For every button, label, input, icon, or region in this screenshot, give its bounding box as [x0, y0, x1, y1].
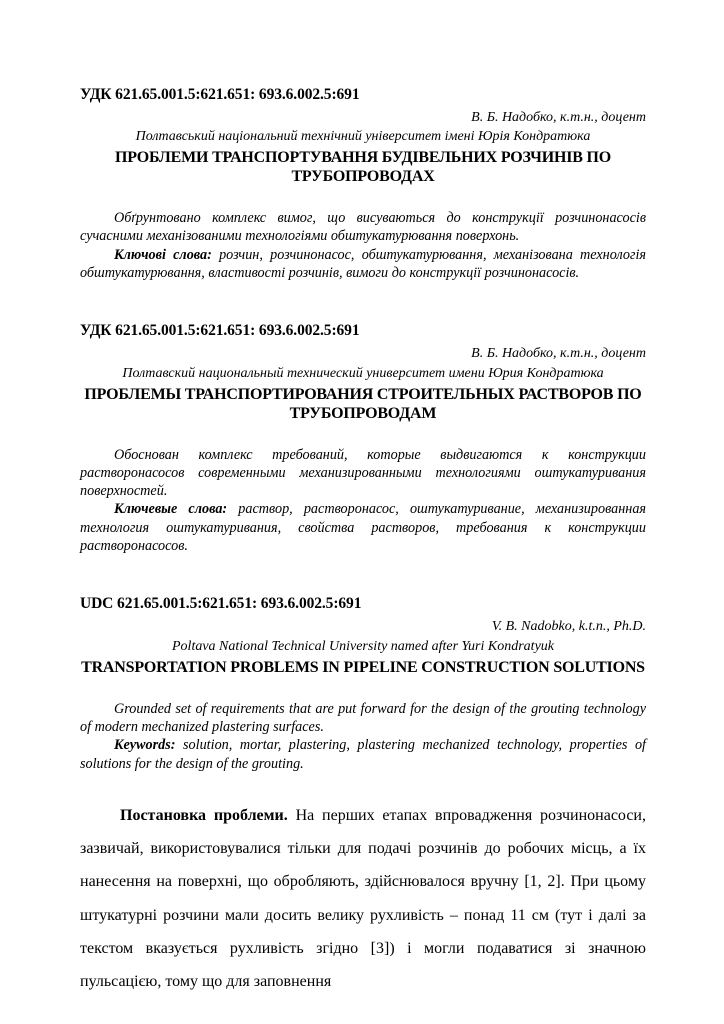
author-line-ukrainian: В. Б. Надобко, к.т.н., доцент — [471, 109, 646, 125]
affiliation-ukrainian: Полтавський національний технічний університет імені Юрія Кондратюка — [135, 129, 591, 145]
section-divider-2 — [80, 555, 646, 595]
affiliation-russian: Полтавский национальный технический университет имени Юрия Кондратюка — [122, 365, 604, 381]
section-russian — [80, 322, 646, 555]
abstract-russian: Обоснован комплекс требований, которые выдвигаются к конструкции растворонасосов современными механизированными технологиями оштукатуривания поверхностей. — [80, 446, 646, 500]
section-divider-1 — [80, 282, 646, 322]
udc-code-ukrainian: УДК 621.65.001.5:621.651: 693.6.002.5:691 — [80, 86, 360, 103]
udc-code-russian: УДК 621.65.001.5:621.651: 693.6.002.5:691 — [80, 322, 360, 340]
keywords-label-english: Keywords: — [114, 737, 176, 754]
udc-code-english: UDC 621.65.001.5:621.651: 693.6.002.5:691 — [80, 595, 362, 613]
body-divider — [80, 773, 646, 799]
keywords-ukrainian — [80, 246, 646, 283]
author-line-russian: В. Б. Надобко, к.т.н., доцент — [471, 345, 646, 361]
keywords-text-ukrainian: розчин, розчинонасос, обштукатурювання, механізована технологія обштукатурювання, властивості розчинів, вимоги до конструкції розчинонасосів. — [80, 246, 646, 282]
article-title-english: TRANSPORTATION PROBLEMS IN PIPELINE CONSTRUCTION SOLUTIONS — [81, 658, 645, 676]
affiliation-english: Poltava National Technical University named after Yuri Kondratyuk — [172, 638, 554, 654]
keywords-english — [80, 736, 646, 773]
keywords-label-russian: Ключевые слова: — [114, 501, 228, 518]
article-title-ukrainian: ПРОБЛЕМИ ТРАНСПОРТУВАННЯ БУДІВЕЛЬНИХ РОЗЧИНІВ ПО ТРУБОПРОВОДАХ — [114, 149, 612, 186]
abstract-ukrainian: Обґрунтовано комплекс вимог, що висуваються до конструкції розчинонасосів сучасними механізованими технологіями обштукатурювання поверхонь. — [80, 210, 646, 245]
section-ukrainian — [80, 86, 646, 282]
body-paragraph-problem-statement — [80, 799, 646, 999]
abstract-english: Grounded set of requirements that are put forward for the design of the grouting technology of modern mechanized plastering surfaces. — [80, 700, 646, 735]
page-content — [80, 86, 646, 998]
body-paragraph-text: На перших етапах впровадження розчинонасоси, зазвичай, використовувалися тільки для подачі розчинів до робочих місць, а їх нанесення на поверхні, що обробляють, здійснювалося вручну [1, 2]. При цьому штукатурні розчини мали досить велику рухливість – понад 11 см (тут і далі за текстом вказується рухливість згідно [3]) і могли подаватися зі значною пульсацією, тому що для заповнення — [80, 806, 646, 991]
article-title-russian: ПРОБЛЕМЫ ТРАНСПОРТИРОВАНИЯ СТРОИТЕЛЬНЫХ РАСТВОРОВ ПО ТРУБОПРОВОДАМ — [84, 385, 642, 422]
keywords-label-ukrainian: Ключові слова: — [114, 246, 212, 263]
keywords-russian — [80, 500, 646, 555]
keywords-text-russian: раствор, растворонасос, оштукатуривание, механизированная технология оштукатуривания, свойства растворов, требования к конструкции растворонасосов. — [80, 501, 647, 555]
keywords-text-english: solution, mortar, plastering, plastering mechanized technology, properties of solutions for the design of the grouting. — [80, 737, 646, 772]
section-english — [80, 595, 646, 773]
author-line-english: V. B. Nadobko, k.t.n., Ph.D. — [491, 618, 646, 634]
body-lead-heading: Постановка проблеми. — [120, 806, 288, 824]
